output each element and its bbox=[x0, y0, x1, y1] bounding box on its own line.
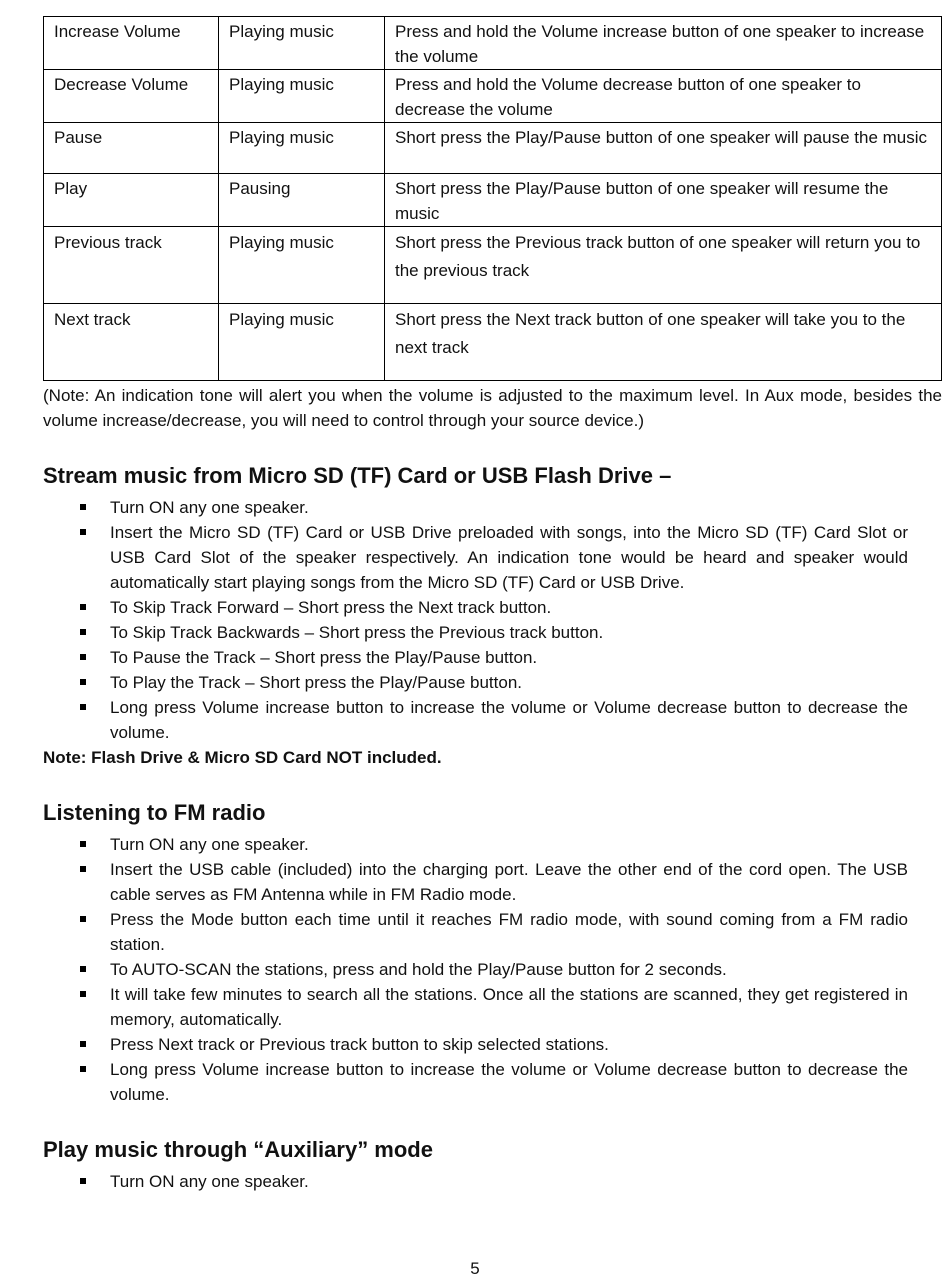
bullet-square-icon bbox=[80, 1066, 86, 1072]
operation-cell: Press and hold the Volume increase button of one speaker to increase the volume bbox=[385, 17, 942, 70]
bullet-square-icon bbox=[80, 704, 86, 710]
auxiliary-steps bbox=[43, 1169, 942, 1194]
status-cell: Playing music bbox=[219, 227, 385, 304]
bullet-square-icon bbox=[80, 866, 86, 872]
operation-cell: Short press the Next track button of one speaker will take you to the next track bbox=[385, 304, 942, 381]
bullet-square-icon bbox=[80, 679, 86, 685]
operation-cell: Press and hold the Volume decrease button of one speaker to decrease the volume bbox=[385, 70, 942, 123]
status-cell: Playing music bbox=[219, 70, 385, 123]
function-cell: Decrease Volume bbox=[44, 70, 219, 123]
sd-usb-steps bbox=[43, 495, 942, 745]
section-heading-auxiliary: Play music through “Auxiliary” mode bbox=[43, 1137, 433, 1162]
list-item: To Play the Track – Short press the Play/Pause button. bbox=[110, 670, 908, 695]
function-cell: Play bbox=[44, 174, 219, 227]
section-heading-fm-radio: Listening to FM radio bbox=[43, 800, 266, 825]
operation-cell: Short press the Previous track button of one speaker will return you to the previous track bbox=[385, 227, 942, 304]
list-item: Turn ON any one speaker. bbox=[110, 495, 908, 520]
function-cell: Next track bbox=[44, 304, 219, 381]
list-item: Long press Volume increase button to increase the volume or Volume decrease button to decrease the volume. bbox=[110, 1057, 908, 1107]
list-item: Insert the Micro SD (TF) Card or USB Drive preloaded with songs, into the Micro SD (TF) Card Slot or USB Card Slot of the speaker respectively. An indication tone would be heard and speaker would automatically start playing songs from the Micro SD (TF) Card or USB Drive. bbox=[110, 520, 908, 595]
list-item: To Pause the Track – Short press the Play/Pause button. bbox=[110, 645, 908, 670]
list-item: Press Next track or Previous track button to skip selected stations. bbox=[110, 1032, 908, 1057]
table-row bbox=[44, 227, 942, 304]
list-item: Long press Volume increase button to increase the volume or Volume decrease button to decrease the volume. bbox=[110, 695, 908, 745]
bullet-square-icon bbox=[80, 841, 86, 847]
bullet-square-icon bbox=[80, 966, 86, 972]
list-item: Press the Mode button each time until it reaches FM radio mode, with sound coming from a FM radio station. bbox=[110, 907, 908, 957]
list-item: Turn ON any one speaker. bbox=[110, 1169, 908, 1194]
status-cell: Playing music bbox=[219, 17, 385, 70]
manual-page bbox=[43, 16, 942, 1194]
button-functions-table bbox=[43, 16, 942, 381]
bullet-square-icon bbox=[80, 504, 86, 510]
bullet-square-icon bbox=[80, 1041, 86, 1047]
table-row bbox=[44, 17, 942, 70]
status-cell: Playing music bbox=[219, 123, 385, 174]
function-cell: Increase Volume bbox=[44, 17, 219, 70]
table-row bbox=[44, 174, 942, 227]
list-item: To Skip Track Forward – Short press the Next track button. bbox=[110, 595, 908, 620]
operation-cell: Short press the Play/Pause button of one speaker will pause the music bbox=[385, 123, 942, 174]
bullet-square-icon bbox=[80, 654, 86, 660]
bullet-square-icon bbox=[80, 991, 86, 997]
not-included-note: Note: Flash Drive & Micro SD Card NOT included. bbox=[43, 748, 442, 767]
section-heading-sd-usb: Stream music from Micro SD (TF) Card or USB Flash Drive – bbox=[43, 463, 672, 488]
list-item: To AUTO-SCAN the stations, press and hold the Play/Pause button for 2 seconds. bbox=[110, 957, 908, 982]
list-item: To Skip Track Backwards – Short press the Previous track button. bbox=[110, 620, 908, 645]
list-item: Insert the USB cable (included) into the charging port. Leave the other end of the cord open. The USB cable serves as FM Antenna while in FM Radio mode. bbox=[110, 857, 908, 907]
table-row bbox=[44, 70, 942, 123]
list-item: It will take few minutes to search all the stations. Once all the stations are scanned, they get registered in memory, automatically. bbox=[110, 982, 908, 1032]
bullet-square-icon bbox=[80, 529, 86, 535]
status-cell: Pausing bbox=[219, 174, 385, 227]
bullet-square-icon bbox=[80, 1178, 86, 1184]
list-item: Turn ON any one speaker. bbox=[110, 832, 908, 857]
table-row bbox=[44, 304, 942, 381]
fm-radio-steps bbox=[43, 832, 942, 1107]
bullet-square-icon bbox=[80, 604, 86, 610]
bullet-square-icon bbox=[80, 916, 86, 922]
page-number: 5 bbox=[470, 1259, 480, 1278]
operation-cell: Short press the Play/Pause button of one speaker will resume the music bbox=[385, 174, 942, 227]
function-cell: Previous track bbox=[44, 227, 219, 304]
volume-note: (Note: An indication tone will alert you when the volume is adjusted to the maximum level. In Aux mode, besides the volume increase/decrease, you will need to control through your source device.) bbox=[43, 386, 942, 430]
bullet-square-icon bbox=[80, 629, 86, 635]
function-cell: Pause bbox=[44, 123, 219, 174]
table-row bbox=[44, 123, 942, 174]
status-cell: Playing music bbox=[219, 304, 385, 381]
